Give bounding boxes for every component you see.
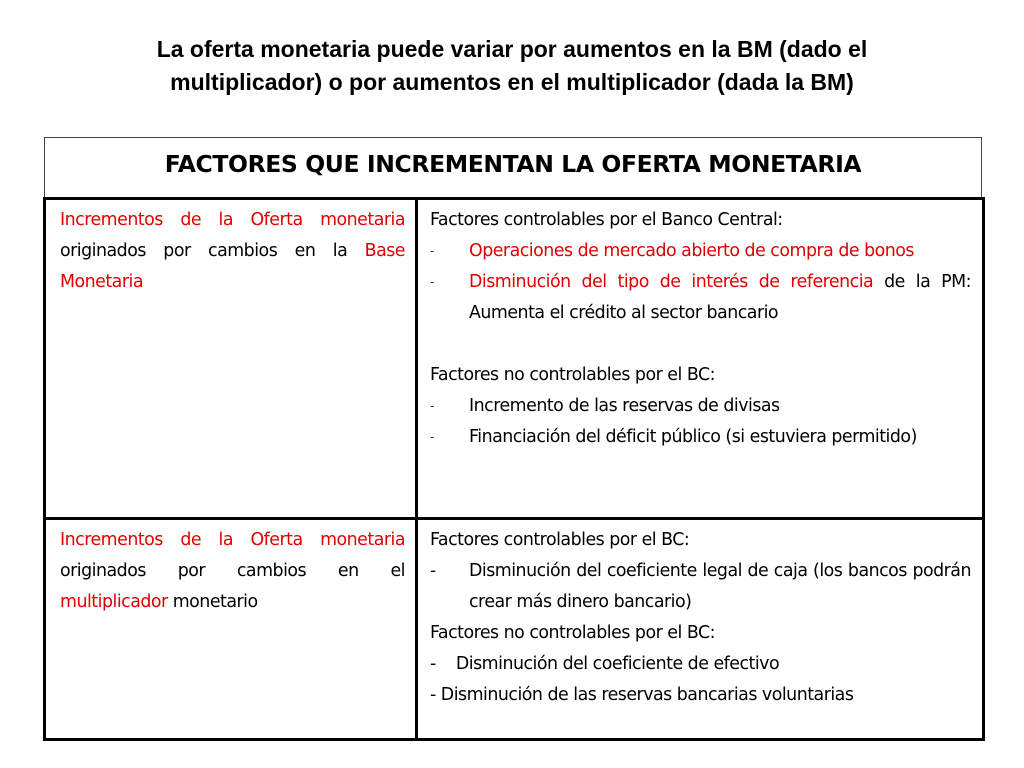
table-header-title: FACTORES QUE INCREMENTAN LA OFERTA MONETARIA (164, 150, 862, 178)
dash-bullet: - (430, 275, 434, 289)
row2-item-cash-ratio: - Disminución del coeficiente de efectivo (430, 654, 780, 674)
row2-left-monetario: monetario (167, 592, 258, 612)
slide-title-line-1: La oferta monetaria puede variar por aumentos en la BM (dado el (156, 36, 868, 62)
row1-left-text (60, 205, 405, 298)
row1-item-interest-rate-rest: de la PM: Aumenta el crédito al sector bancario (469, 272, 971, 323)
row1-item-interest-rate: Disminución del tipo de interés de referencia (469, 272, 874, 292)
dash-bullet: - (430, 430, 434, 444)
row2-left-plain-text: originados por cambios en el (60, 561, 405, 581)
row2-left-text (60, 525, 405, 618)
row2-noncontrollable-heading: Factores no controlables por el BC: (430, 623, 715, 643)
slide-title-line-2: multiplicador) o por aumentos en el multiplicador (dada la BM) (170, 69, 854, 95)
row2-controllable-heading: Factores controlables por el BC: (430, 530, 690, 550)
row1-left-red-text: Incrementos de la Oferta monetaria (60, 210, 405, 230)
row1-left-base-monetaria: Base Monetaria (60, 241, 405, 292)
row1-noncontrollable-heading: Factores no controlables por el BC: (430, 365, 715, 385)
slide-title (40, 33, 984, 99)
row2-left-red-text: Incrementos de la Oferta monetaria (60, 530, 405, 550)
list-item (430, 236, 971, 267)
row1-item-open-market: Operaciones de mercado abierto de compra de bonos (469, 241, 914, 261)
row1-controllable-heading: Factores controlables por el Banco Central: (430, 210, 783, 230)
row1-left-cell (43, 197, 418, 520)
list-item (430, 267, 971, 329)
row1-right-cell (415, 197, 985, 520)
row1-left-plain-text: originados por cambios en la (60, 241, 365, 261)
dash-bullet: - (430, 399, 434, 413)
list-item (430, 391, 971, 422)
dash-bullet: - (430, 244, 434, 258)
row1-item-reserves: Incremento de las reservas de divisas (469, 396, 780, 416)
row2-right-cell (415, 517, 985, 741)
list-item (430, 422, 971, 453)
row1-item-deficit: Financiación del déficit público (si estuviera permitido) (469, 427, 917, 447)
table-header (44, 137, 982, 197)
dash-bullet: - (430, 561, 436, 581)
row2-item-reserve-ratio: Disminución del coeficiente legal de caja (los bancos podrán crear más dinero bancario) (469, 561, 971, 612)
row2-item-voluntary-reserves: - Disminución de las reservas bancarias voluntarias (430, 685, 854, 705)
row2-left-multiplicador: multiplicador (60, 592, 168, 612)
row2-left-cell (43, 517, 418, 741)
spacer (430, 329, 971, 360)
list-item (430, 556, 971, 618)
